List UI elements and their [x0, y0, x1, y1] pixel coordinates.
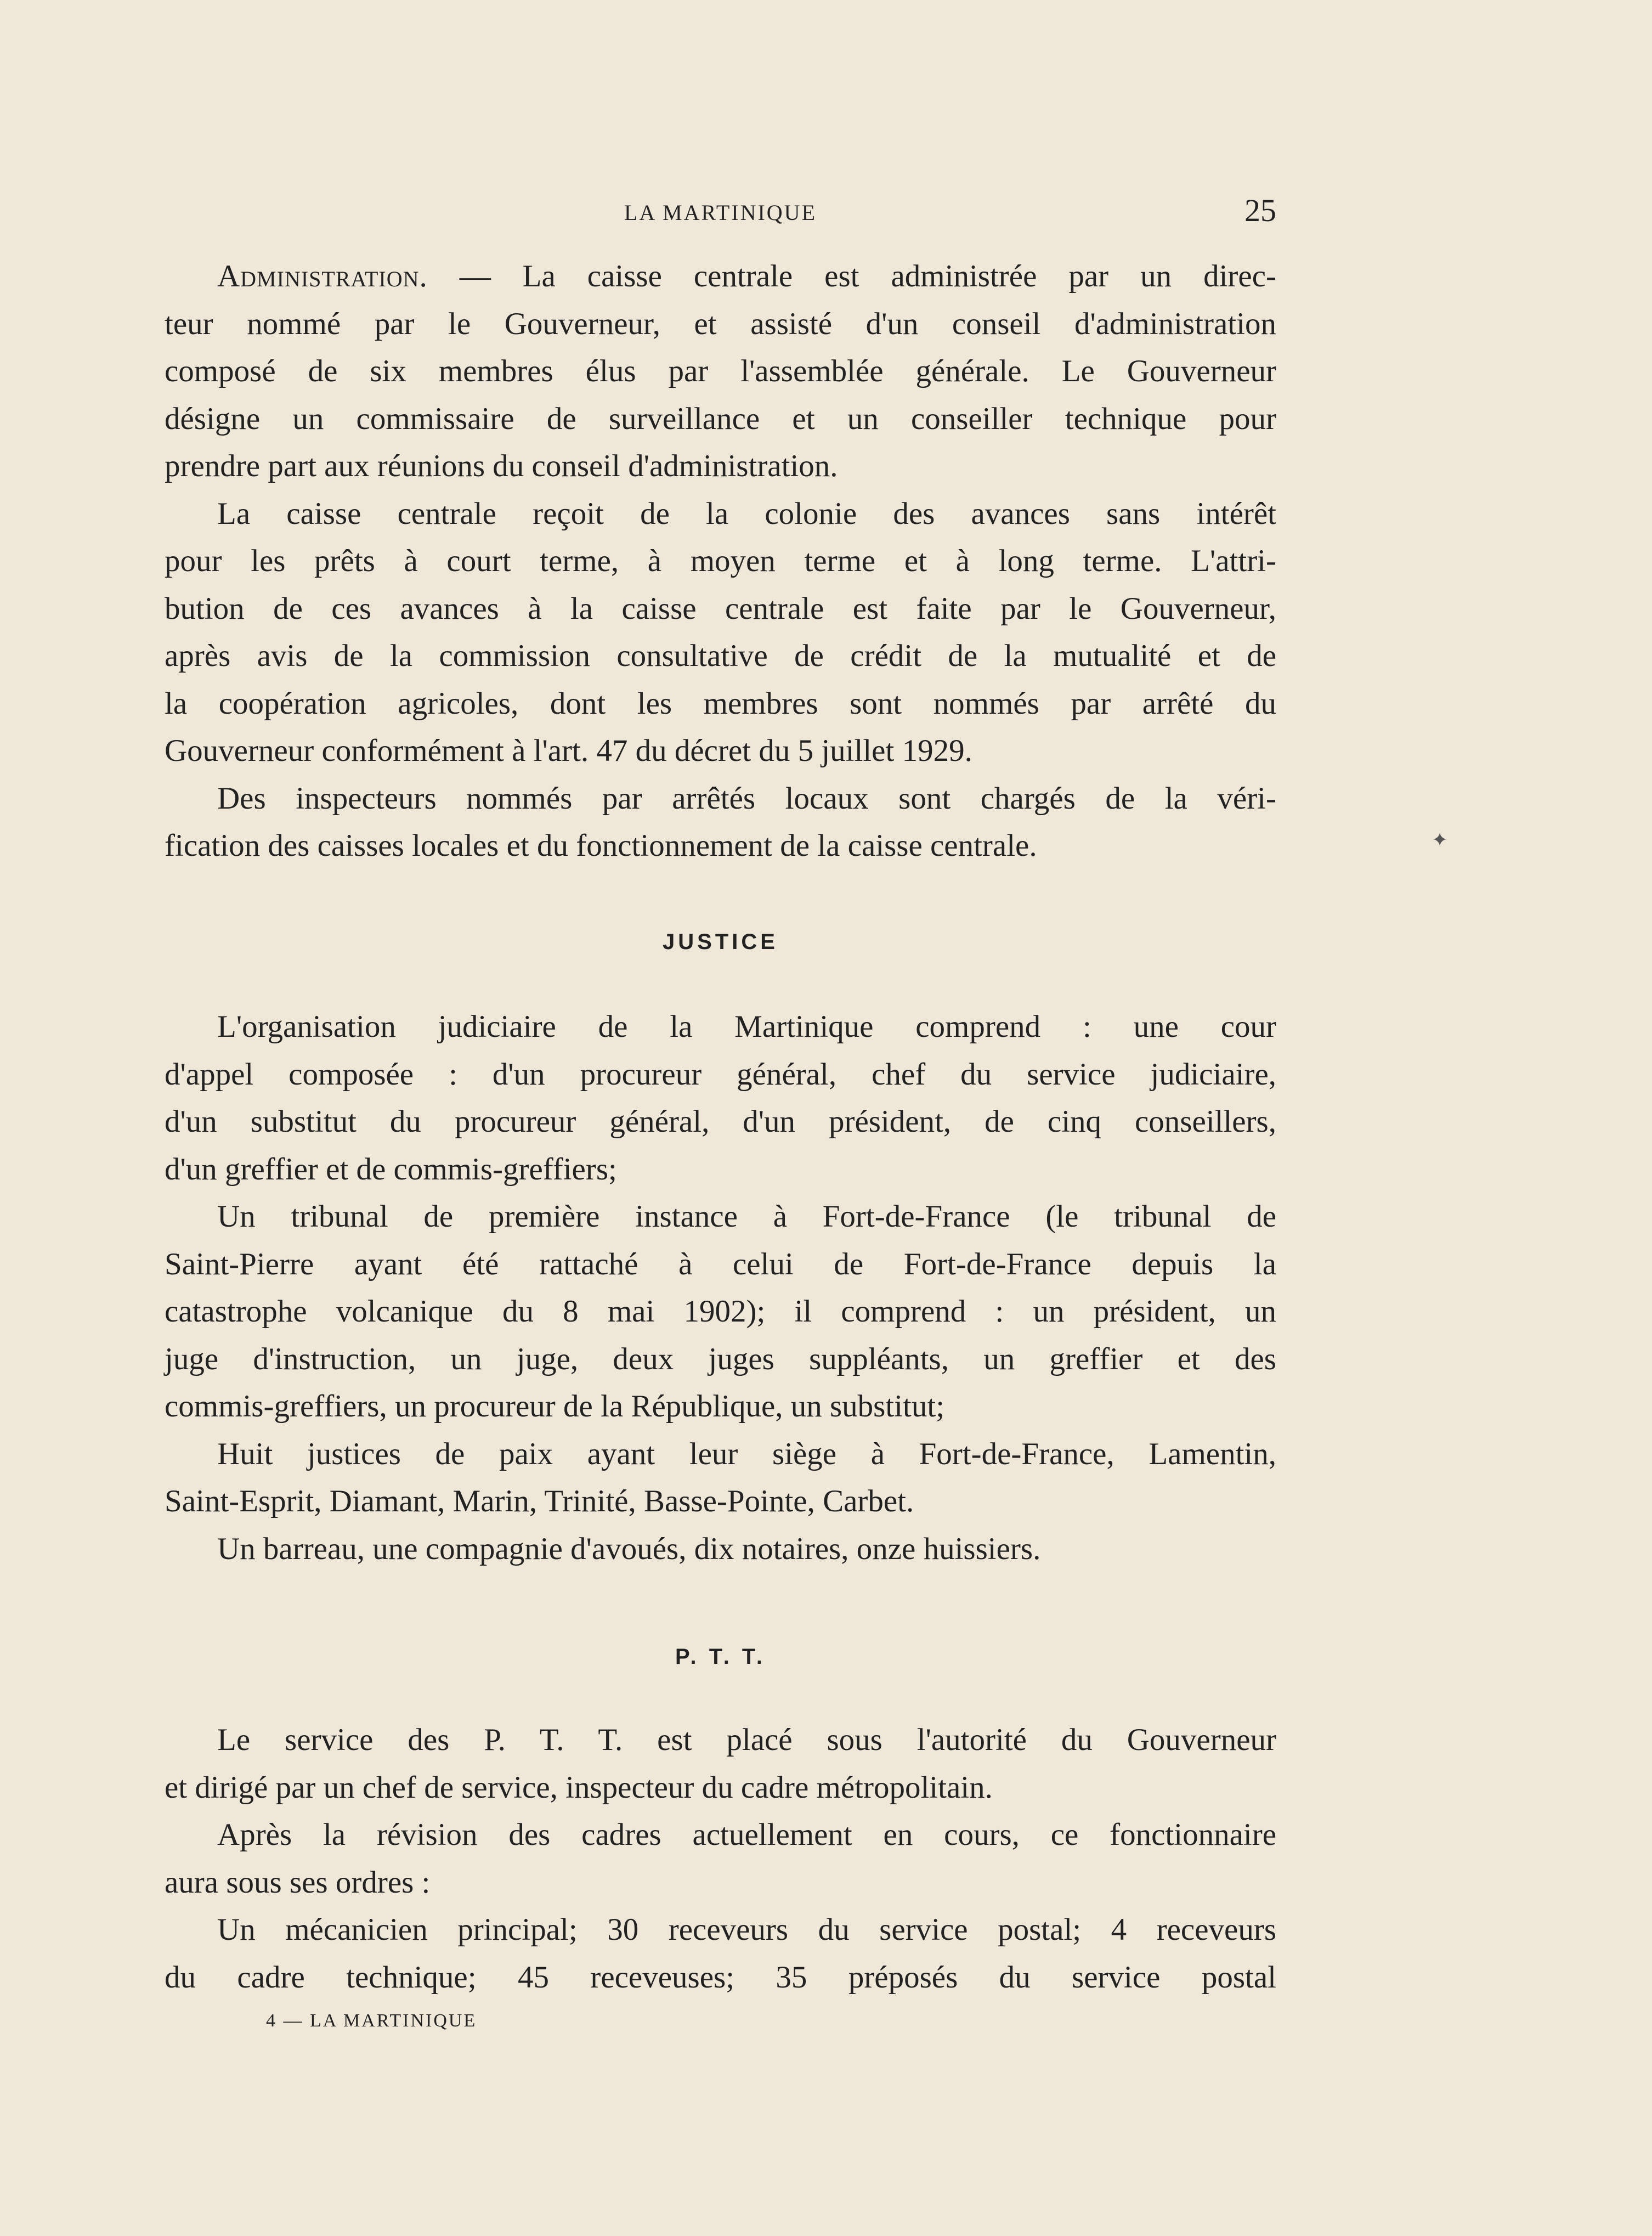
text-line: Un mécanicien principal; 30 receveurs du service postal; 4 receveurs	[217, 1912, 1276, 1947]
signature-mark: 4 — LA MARTINIQUE	[266, 2011, 477, 2031]
page-number: 25	[1244, 193, 1276, 228]
text-line: d'un substitut du procureur général, d'un président, de cinq conseillers,	[165, 1104, 1276, 1139]
running-head	[165, 192, 1276, 230]
text-line: bution de ces avances à la caisse centrale est faite par le Gouverneur,	[165, 591, 1276, 626]
paragraph	[165, 1716, 1276, 1811]
paragraph	[165, 253, 1276, 490]
text-line: Un barreau, une compagnie d'avoués, dix notaires, onze huissiers.	[217, 1531, 1041, 1566]
text-line: Des inspecteurs nommés par arrêtés locaux sont chargés de la véri-	[217, 781, 1276, 816]
text-line	[165, 253, 1276, 301]
text-line: composé de six membres élus par l'assemblée générale. Le Gouverneur	[165, 354, 1276, 388]
text-line: Saint-Esprit, Diamant, Marin, Trinité, Basse-Pointe, Carbet.	[165, 1484, 914, 1518]
text-line: L'organisation judiciaire de la Martinique comprend : une cour	[217, 1009, 1276, 1044]
text-line: Un tribunal de première instance à Fort-de-France (le tribunal de	[217, 1199, 1276, 1234]
section-ptt	[165, 1716, 1276, 2001]
text-line: pour les prêts à court terme, à moyen terme et à long terme. L'attri-	[165, 544, 1276, 578]
paragraph	[165, 1906, 1276, 2001]
text-line: d'appel composée : d'un procureur général, chef du service judiciaire,	[165, 1057, 1276, 1092]
text-line: Saint-Pierre ayant été rattaché à celui de Fort-de-France depuis la	[165, 1246, 1276, 1281]
text-line: après avis de la commission consultative de crédit de la mutualité et de	[165, 639, 1276, 673]
text-line: du cadre technique; 45 receveuses; 35 préposés du service postal	[165, 1960, 1276, 1995]
paragraph	[165, 1193, 1276, 1431]
section-heading-justice: JUSTICE	[663, 930, 778, 954]
paragraph	[165, 490, 1276, 775]
text-line: Huit justices de paix ayant leur siège à Fort-de-France, Lamentin,	[217, 1436, 1276, 1471]
paragraph	[165, 1526, 1276, 1573]
paragraph	[165, 1811, 1276, 1906]
paragraph-lead: Administration.	[217, 259, 428, 293]
text-line: Gouverneur conformément à l'art. 47 du décret du 5 juillet 1929.	[165, 733, 972, 768]
section-heading-ptt: P. T. T.	[675, 1645, 766, 1669]
scan-speck: ✦	[1432, 829, 1449, 851]
line-text: — La caisse centrale est administrée par un direc-	[427, 259, 1276, 293]
text-line: teur nommé par le Gouverneur, et assisté d'un conseil d'administration	[165, 306, 1276, 341]
text-line: désigne un commissaire de surveillance et un conseiller technique pour	[165, 401, 1276, 436]
text-line: fication des caisses locales et du fonctionnement de la caisse centrale.	[165, 828, 1037, 863]
text-line: commis-greffiers, un procureur de la République, un substitut;	[165, 1389, 945, 1424]
text-line: aura sous ses ordres :	[165, 1865, 431, 1900]
text-line: Après la révision des cadres actuellement en cours, ce fonctionnaire	[217, 1817, 1276, 1852]
paragraph	[165, 775, 1276, 870]
text-line: Le service des P. T. T. est placé sous l'autorité du Gouverneur	[217, 1723, 1276, 1757]
text-line: catastrophe volcanique du 8 mai 1902); il comprend : un président, un	[165, 1294, 1276, 1329]
text-line: prendre part aux réunions du conseil d'administration.	[165, 449, 838, 483]
section-administration	[165, 253, 1276, 870]
paragraph	[165, 1431, 1276, 1526]
paragraph	[165, 1003, 1276, 1193]
running-head-title: LA MARTINIQUE	[624, 200, 817, 225]
text-line: et dirigé par un chef de service, inspecteur du cadre métropolitain.	[165, 1770, 993, 1805]
text-line: La caisse centrale reçoit de la colonie des avances sans intérêt	[217, 496, 1276, 531]
section-justice	[165, 1003, 1276, 1573]
text-line: d'un greffier et de commis-greffiers;	[165, 1151, 617, 1187]
text-line: juge d'instruction, un juge, deux juges suppléants, un greffier et des	[165, 1341, 1276, 1376]
text-line: la coopération agricoles, dont les membres sont nommés par arrêté du	[165, 686, 1276, 721]
